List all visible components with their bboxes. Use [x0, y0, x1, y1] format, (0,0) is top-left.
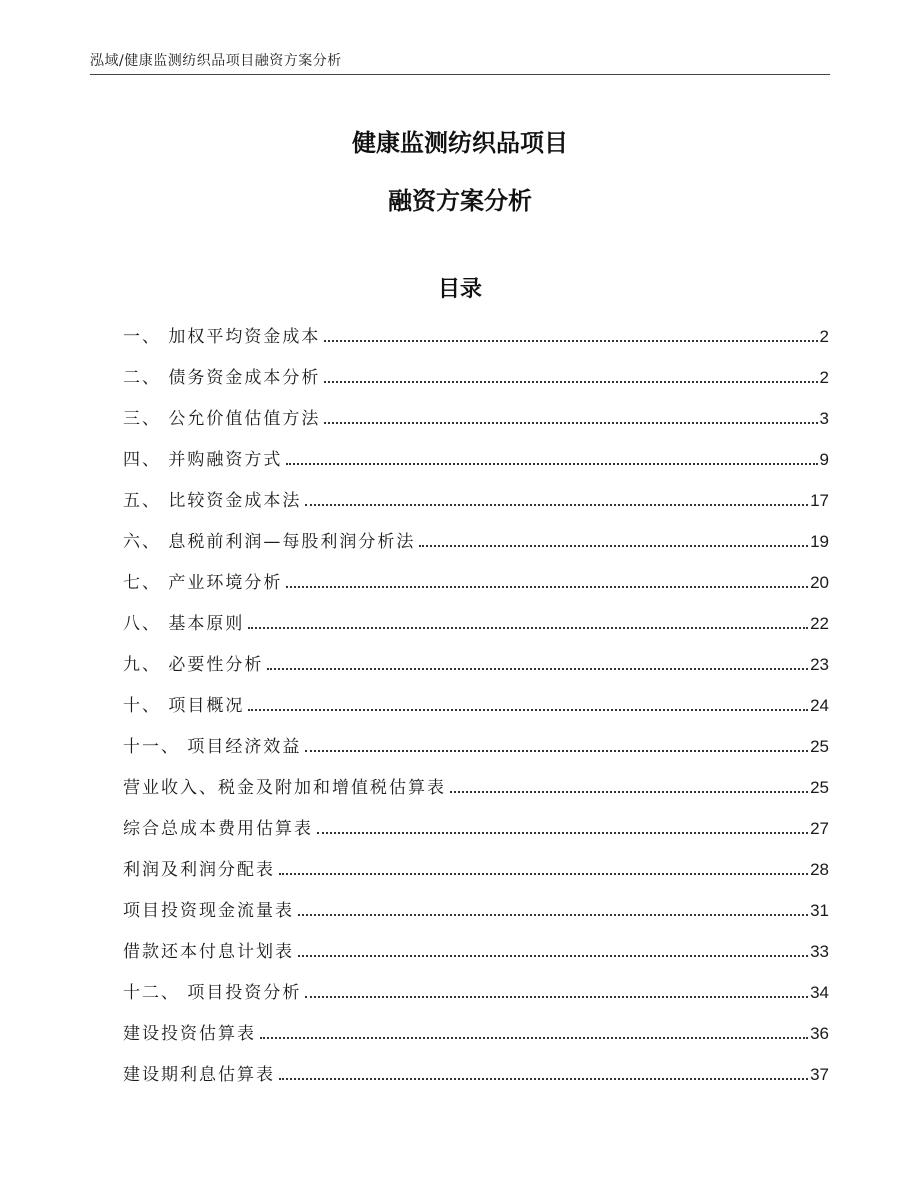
toc-entry-label: 十一、 项目经济效益: [123, 737, 302, 757]
toc-entry-label: 八、 基本原则: [123, 614, 245, 634]
toc-entry-label: 三、 公允价值估值方法: [123, 409, 321, 429]
toc-entry-label: 营业收入、税金及附加和增值税估算表: [123, 778, 446, 798]
toc-leader: [248, 709, 808, 711]
toc-entry[interactable]: [123, 773, 829, 814]
toc-entry-page: 24: [810, 696, 829, 715]
document-title-line1: 健康监测纺织品项目: [352, 129, 568, 157]
toc-leader: [305, 996, 808, 998]
toc-leader: [305, 504, 808, 506]
toc-leader: [279, 1078, 808, 1080]
toc-leader: [324, 381, 817, 383]
toc-entry[interactable]: [123, 486, 829, 527]
toc-entry-label: 建设投资估算表: [123, 1024, 256, 1044]
toc-entry[interactable]: [123, 896, 829, 937]
toc-entry-page: 31: [810, 901, 829, 920]
toc-entry[interactable]: [123, 814, 829, 855]
toc-entry-page: 2: [819, 368, 829, 387]
toc-entry-label: 六、 息税前利润—每股利润分析法: [123, 532, 416, 552]
toc-leader: [286, 586, 808, 588]
toc-entry[interactable]: [123, 732, 829, 773]
toc-entry-page: 20: [810, 573, 829, 592]
toc-entry-page: 25: [810, 778, 829, 797]
toc-entry-page: 34: [810, 983, 829, 1002]
toc-entry[interactable]: [123, 978, 829, 1019]
toc-entry-label: 七、 产业环境分析: [123, 573, 283, 593]
toc-entry-page: 22: [810, 614, 829, 633]
document-title-line2: 融资方案分析: [388, 187, 532, 215]
toc-entry[interactable]: [123, 1060, 829, 1101]
toc-entry[interactable]: [123, 650, 829, 691]
toc-entry-label: 建设期利息估算表: [123, 1065, 275, 1085]
toc-leader: [324, 340, 817, 342]
toc-entry-page: 2: [819, 327, 829, 346]
toc-leader: [450, 791, 808, 793]
toc-leader: [267, 668, 808, 670]
toc-leader: [279, 873, 808, 875]
toc-entry[interactable]: [123, 568, 829, 609]
toc-entry-page: 19: [810, 532, 829, 551]
toc-entry-page: 17: [810, 491, 829, 510]
toc-entry[interactable]: [123, 937, 829, 978]
toc-entry-label: 九、 必要性分析: [123, 655, 264, 675]
toc-entry[interactable]: [123, 445, 829, 486]
toc-entry-label: 利润及利润分配表: [123, 860, 275, 880]
toc-entry-page: 27: [810, 819, 829, 838]
toc-entry[interactable]: [123, 404, 829, 445]
toc-entry-label: 十二、 项目投资分析: [123, 983, 302, 1003]
toc-entry-label: 借款还本付息计划表: [123, 942, 294, 962]
toc-leader: [324, 422, 817, 424]
toc-entry-label: 四、 并购融资方式: [123, 450, 283, 470]
toc-leader: [298, 914, 808, 916]
toc-entry[interactable]: [123, 855, 829, 896]
toc-leader: [305, 750, 808, 752]
toc-entry-label: 二、 债务资金成本分析: [123, 368, 321, 388]
table-of-contents: [123, 322, 829, 1101]
toc-leader: [298, 955, 808, 957]
toc-entry-label: 一、 加权平均资金成本: [123, 327, 321, 347]
toc-entry[interactable]: [123, 322, 829, 363]
toc-entry[interactable]: [123, 527, 829, 568]
toc-entry-page: 3: [819, 409, 829, 428]
toc-entry-page: 28: [810, 860, 829, 879]
toc-entry-page: 23: [810, 655, 829, 674]
toc-entry-page: 36: [810, 1024, 829, 1043]
toc-leader: [260, 1037, 808, 1039]
toc-entry-label: 综合总成本费用估算表: [123, 819, 313, 839]
toc-entry-label: 五、 比较资金成本法: [123, 491, 302, 511]
toc-entry-page: 37: [810, 1065, 829, 1084]
toc-entry[interactable]: [123, 363, 829, 404]
toc-entry-page: 9: [819, 450, 829, 469]
toc-heading: 目录: [437, 277, 482, 302]
toc-entry-label: 项目投资现金流量表: [123, 901, 294, 921]
toc-entry[interactable]: [123, 1019, 829, 1060]
toc-entry-page: 25: [810, 737, 829, 756]
toc-entry[interactable]: [123, 691, 829, 732]
toc-leader: [248, 627, 808, 629]
header-divider: [90, 74, 830, 75]
toc-entry-label: 十、 项目概况: [123, 696, 245, 716]
toc-entry[interactable]: [123, 609, 829, 650]
running-header: 泓域/健康监测纺织品项目融资方案分析: [90, 53, 342, 69]
toc-leader: [317, 832, 808, 834]
toc-leader: [286, 463, 817, 465]
toc-entry-page: 33: [810, 942, 829, 961]
toc-leader: [419, 545, 808, 547]
